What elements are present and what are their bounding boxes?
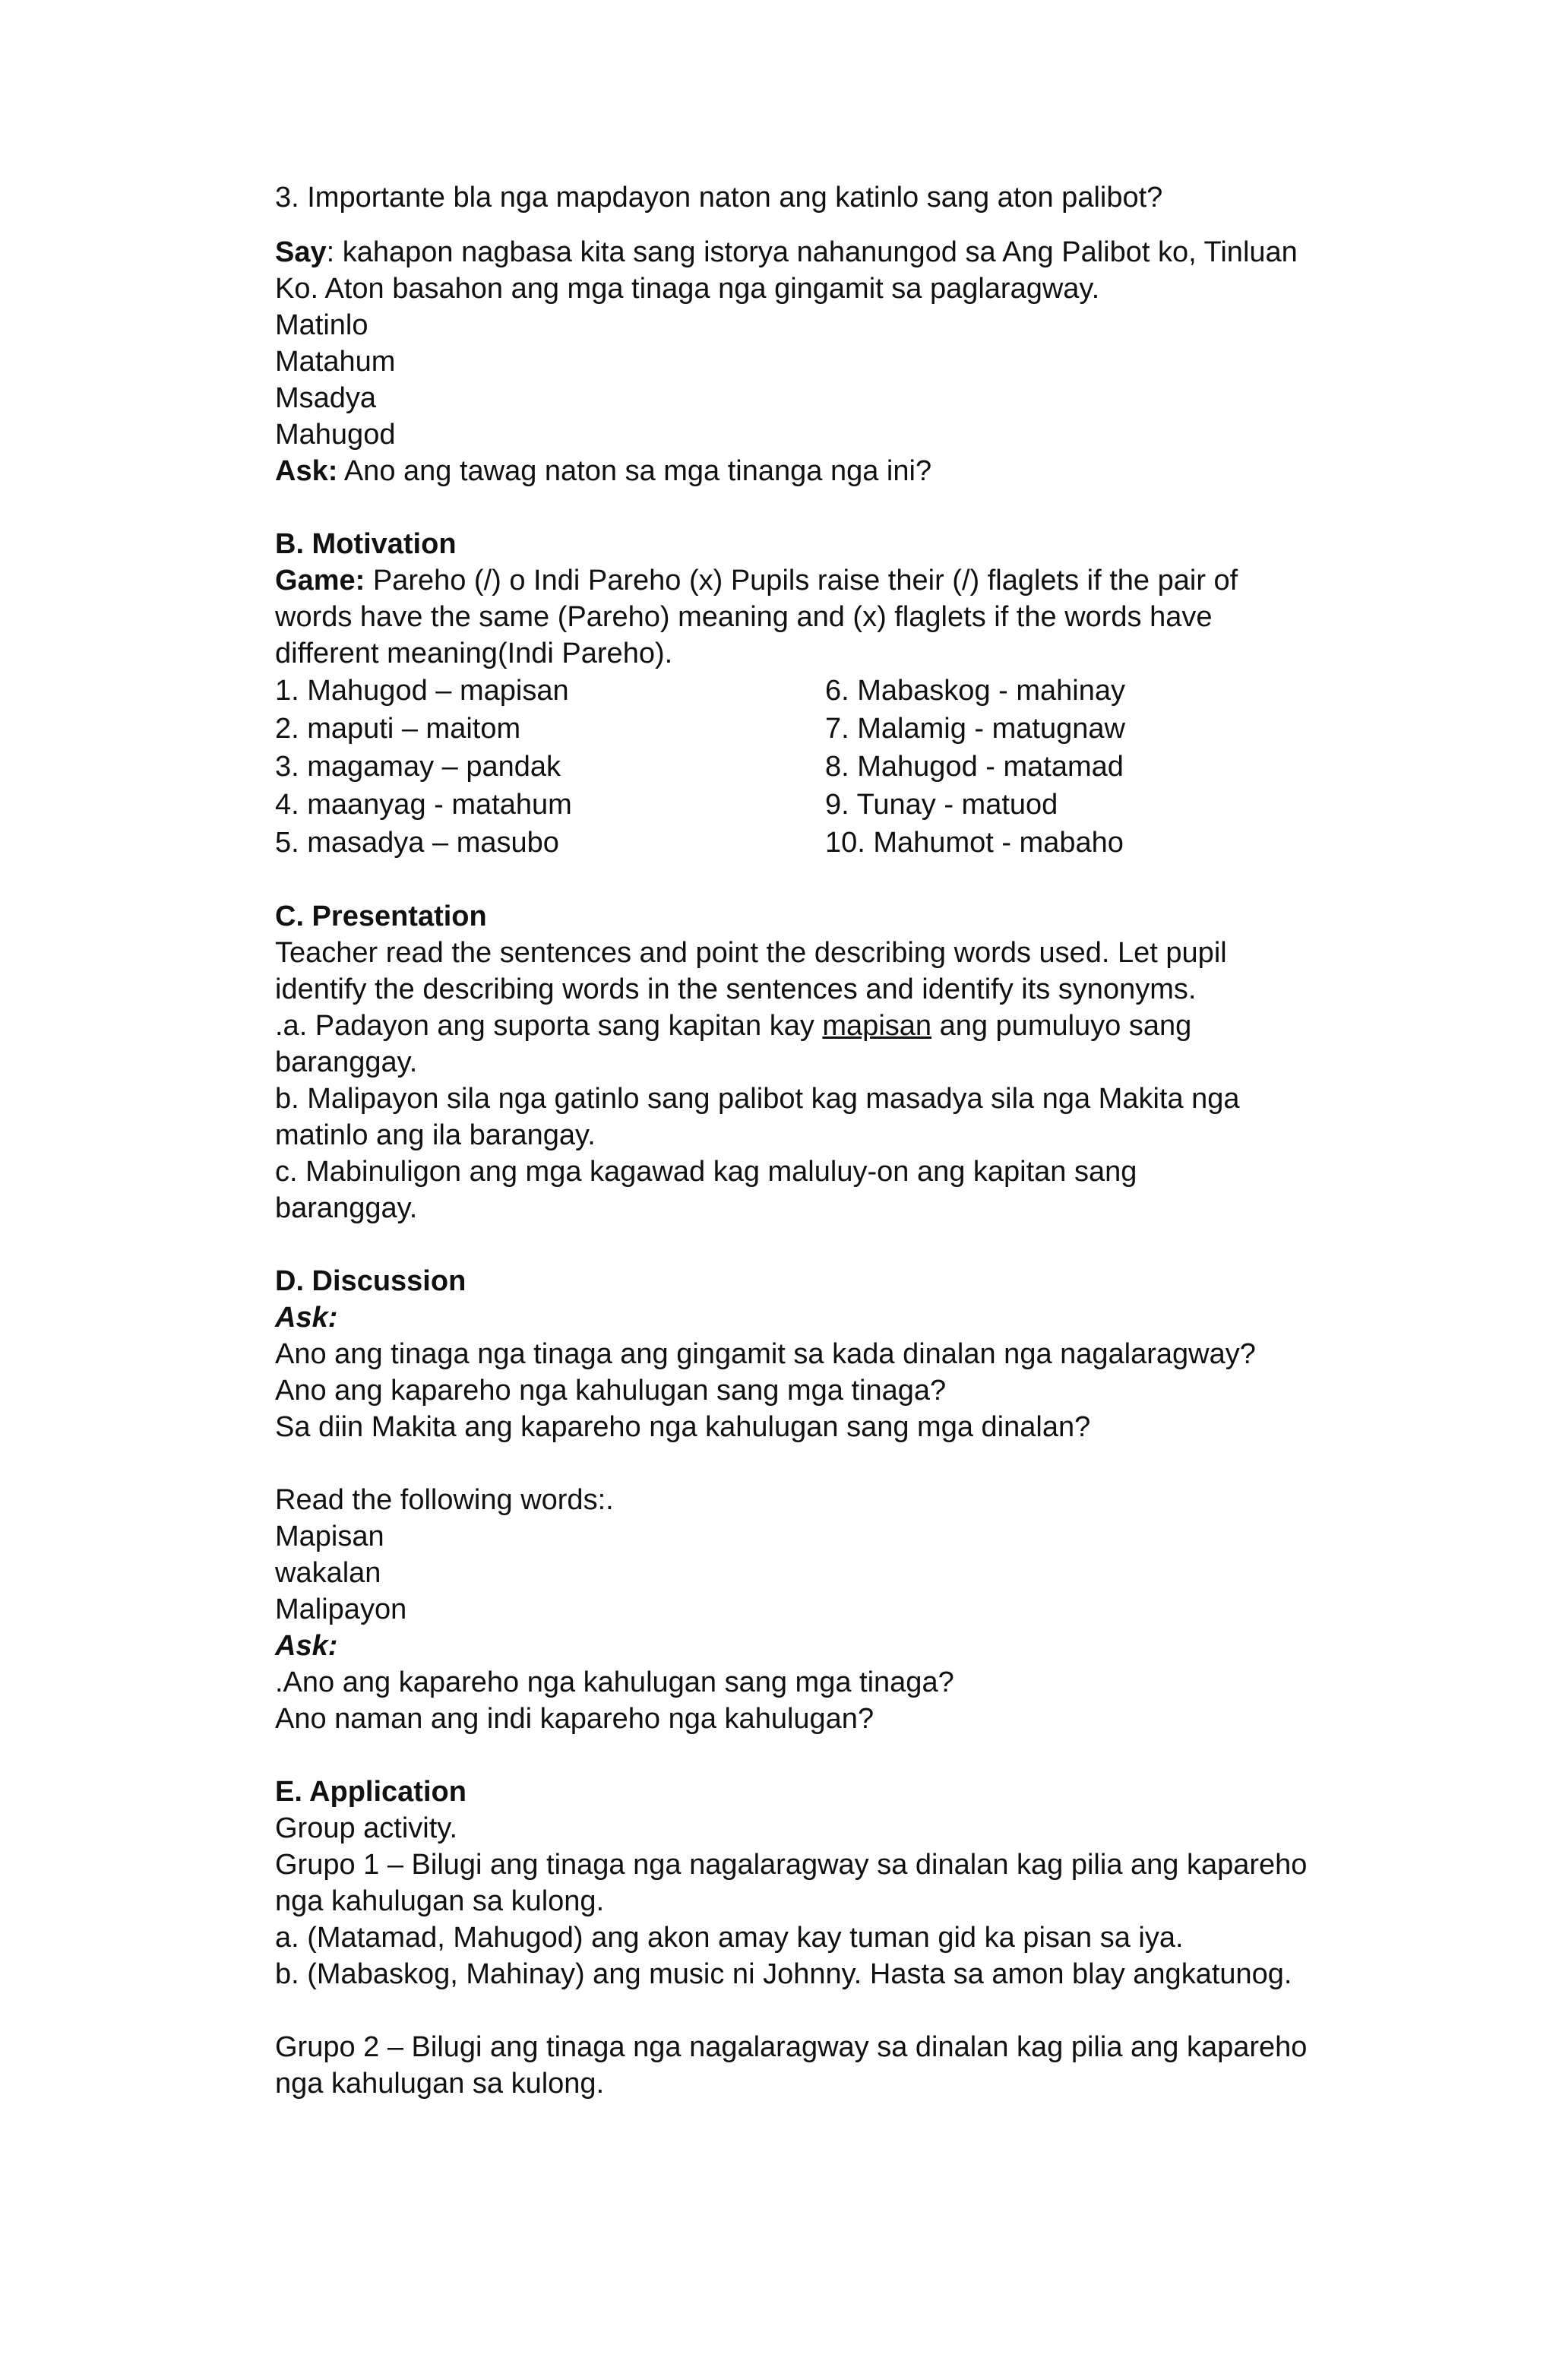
motivation-heading: B. Motivation bbox=[275, 528, 457, 560]
sentence-a bbox=[275, 1008, 1377, 1044]
spacer bbox=[275, 1226, 1377, 1263]
sentence-a-pre: .a. Padayon ang suporta sang kapitan kay bbox=[275, 1010, 823, 1042]
ask-label: Ask: bbox=[275, 455, 338, 487]
sentence-b: b. Malipayon sila nga gatinlo sang palibot kag masadya sila nga Makita nga bbox=[275, 1083, 1240, 1115]
say-label: Say bbox=[275, 236, 327, 268]
presentation-line-1: Teacher read the sentences and point the describing words used. Let pupil bbox=[275, 937, 1227, 969]
discussion-heading: D. Discussion bbox=[275, 1265, 466, 1297]
word-mahugod: Mahugod bbox=[275, 419, 396, 451]
presentation-line-2: identify the describing words in the sentences and identify its synonyms. bbox=[275, 973, 1197, 1005]
underlined-word: mapisan bbox=[822, 1010, 932, 1042]
pair-3: 3. magamay – pandak bbox=[275, 751, 561, 783]
pair-2: 2. maputi – maitom bbox=[275, 713, 521, 745]
sentence-c-cont: baranggay. bbox=[275, 1192, 418, 1224]
pair-9: 9. Tunay - matuod bbox=[825, 789, 1058, 821]
pair-10: 10. Mahumot - mabaho bbox=[825, 827, 1124, 859]
spacer bbox=[275, 1445, 1377, 1482]
game-line-2: words have the same (Pareho) meaning and (x) flaglets if the words have bbox=[275, 601, 1213, 633]
presentation-heading: C. Presentation bbox=[275, 900, 487, 932]
pair-1: 1. Mahugod – mapisan bbox=[275, 675, 569, 707]
game-text: Pareho (/) o Indi Pareho (x) Pupils raise their (/) flaglets if the pair of bbox=[365, 565, 1238, 597]
discussion-q2: Ano ang kapareho nga kahulugan sang mga tinaga? bbox=[275, 1375, 947, 1407]
grupo-2-line-2: nga kahulugan sa kulong. bbox=[275, 2068, 605, 2100]
pair-5: 5. masadya – masubo bbox=[275, 827, 559, 859]
word-matahum: Matahum bbox=[275, 346, 396, 378]
ask-text: Ano ang tawag naton sa mga tinanga nga ini? bbox=[337, 455, 932, 487]
grupo-1-line-2: nga kahulugan sa kulong. bbox=[275, 1885, 605, 1917]
grupo-1-item-a: a. (Matamad, Mahugod) ang akon amay kay tuman gid ka pisan sa iya. bbox=[275, 1922, 1184, 1954]
discussion-q5: Ano naman ang indi kapareho nga kahulugan? bbox=[275, 1703, 874, 1735]
sentence-c: c. Mabinuligon ang mga kagawad kag maluluy-on ang kapitan sang bbox=[275, 1156, 1137, 1188]
grupo-1-line-1: Grupo 1 – Bilugi ang tinaga nga nagalaragway sa dinalan kag pilia ang kapareho bbox=[275, 1849, 1308, 1881]
sentence-a-post: ang pumuluyo sang bbox=[931, 1010, 1192, 1042]
spacer bbox=[275, 1992, 1377, 2029]
pair-6: 6. Mabaskog - mahinay bbox=[825, 675, 1125, 707]
game-line bbox=[275, 562, 1377, 599]
discussion-q4: .Ano ang kapareho nga kahulugan sang mga tinaga? bbox=[275, 1666, 954, 1698]
word-mapisan: Mapisan bbox=[275, 1521, 384, 1552]
spacer bbox=[275, 1737, 1377, 1774]
sentence-a-cont: baranggay. bbox=[275, 1046, 418, 1078]
read-following: Read the following words:. bbox=[275, 1484, 614, 1516]
say-line bbox=[275, 234, 1377, 271]
spacer bbox=[275, 489, 1377, 526]
say-line-2: Ko. Aton basahon ang mga tinaga nga gingamit sa paglaragway. bbox=[275, 273, 1100, 305]
ask-line bbox=[275, 453, 1377, 489]
word-malipayon: Malipayon bbox=[275, 1594, 407, 1625]
application-heading: E. Application bbox=[275, 1776, 466, 1808]
pair-4: 4. maanyag - matahum bbox=[275, 789, 572, 821]
discussion-ask-label: Ask: bbox=[275, 1302, 338, 1334]
game-label: Game: bbox=[275, 565, 365, 597]
word-matinlo: Matinlo bbox=[275, 309, 368, 341]
discussion-q3: Sa diin Makita ang kapareho nga kahulugan sang mga dinalan? bbox=[275, 1411, 1091, 1443]
question-3: 3. Importante bla nga mapdayon naton ang katinlo sang aton palibot? bbox=[275, 182, 1163, 214]
word-msadya: Msadya bbox=[275, 382, 377, 414]
discussion-q1: Ano ang tinaga nga tinaga ang gingamit sa kada dinalan nga nagalaragway? bbox=[275, 1338, 1256, 1370]
spacer bbox=[275, 216, 1377, 234]
pair-7: 7. Malamig - matugnaw bbox=[825, 713, 1125, 745]
grupo-1-item-b: b. (Mabaskog, Mahinay) ang music ni Johnny. Hasta sa amon blay angkatunog. bbox=[275, 1958, 1292, 1990]
discussion-ask2-label: Ask: bbox=[275, 1630, 338, 1662]
say-text: : kahapon nagbasa kita sang istorya nahanungod sa Ang Palibot ko, Tinluan bbox=[326, 236, 1298, 268]
word-pairs bbox=[275, 672, 1377, 862]
sentence-b-cont: matinlo ang ila barangay. bbox=[275, 1119, 596, 1151]
spacer bbox=[275, 862, 1377, 898]
document-page bbox=[275, 179, 1377, 2102]
grupo-2-line-1: Grupo 2 – Bilugi ang tinaga nga nagalaragway sa dinalan kag pilia ang kapareho bbox=[275, 2031, 1308, 2063]
group-activity: Group activity. bbox=[275, 1812, 458, 1844]
word-wakalan: wakalan bbox=[275, 1557, 381, 1589]
game-line-3: different meaning(Indi Pareho). bbox=[275, 638, 673, 669]
pair-8: 8. Mahugod - matamad bbox=[825, 751, 1124, 783]
